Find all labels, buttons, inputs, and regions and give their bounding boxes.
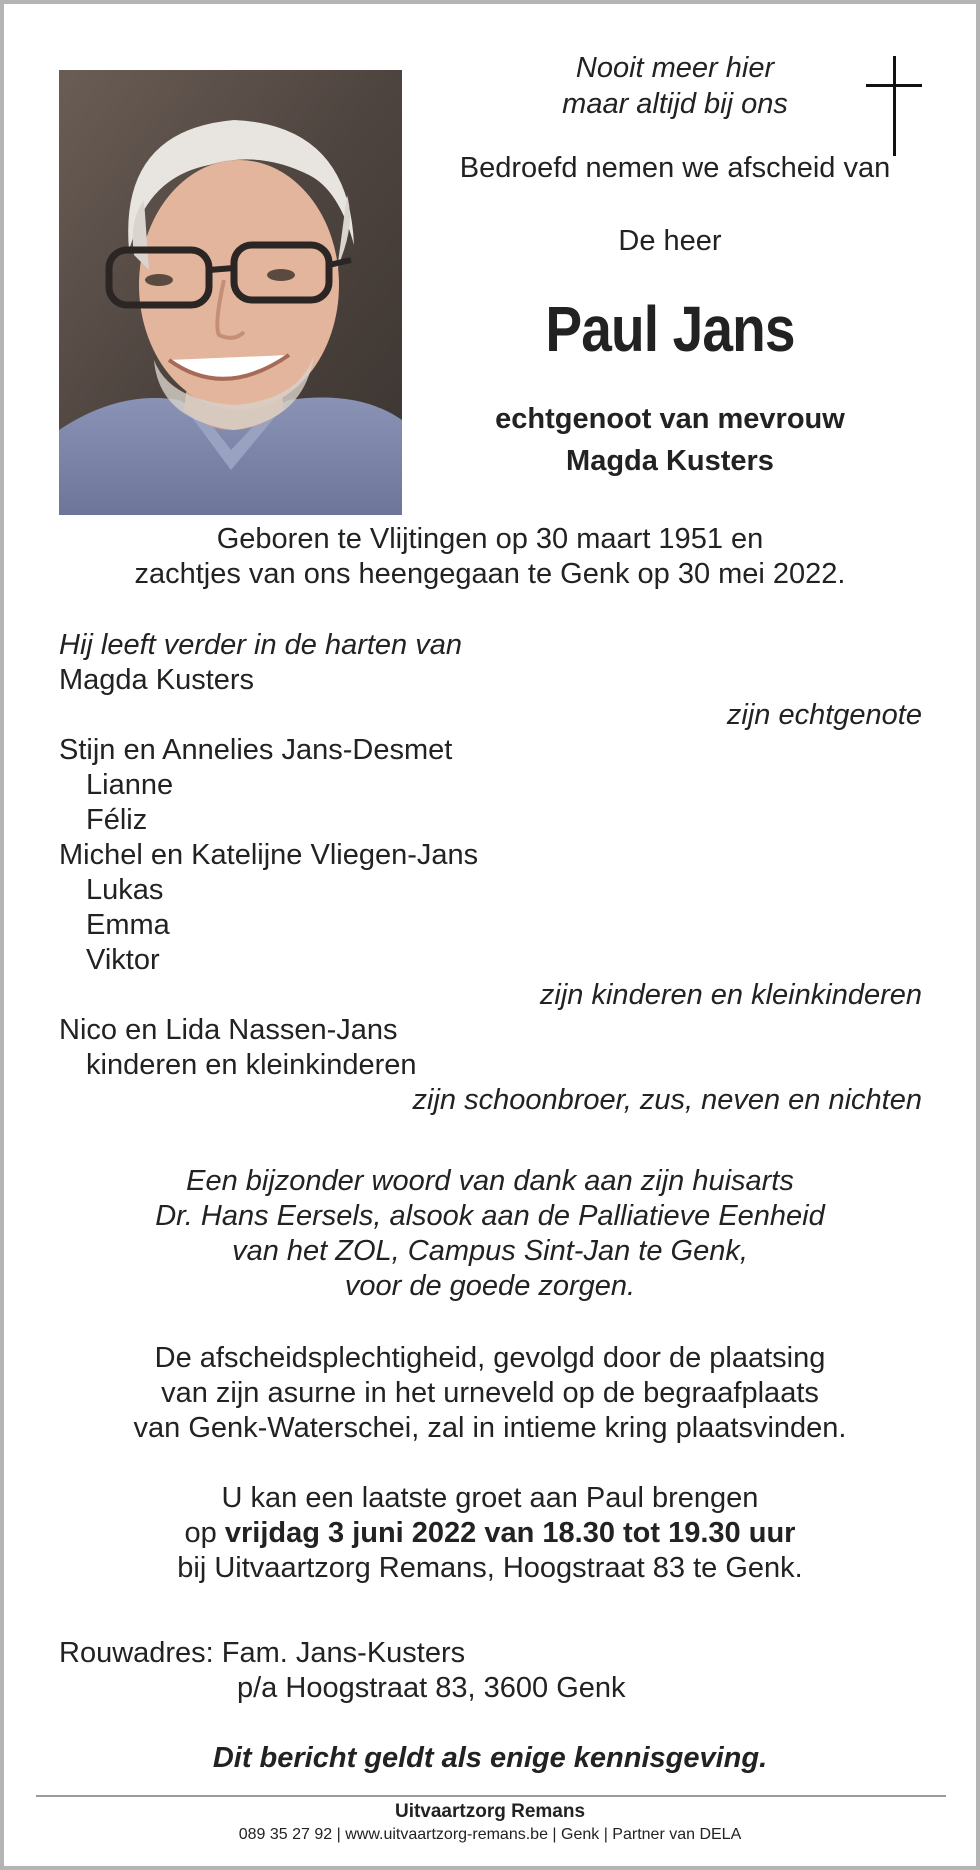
couple-3: Nico en Lida Nassen-Jans	[59, 1014, 398, 1046]
grandchild: Lianne	[86, 769, 174, 801]
thanks-line-1: Een bijzonder woord van dank aan zijn huisarts	[186, 1165, 794, 1197]
couple-3-sub: kinderen en kleinkinderen	[86, 1049, 417, 1081]
grandchild: Lukas	[86, 874, 164, 906]
cross-icon	[866, 56, 922, 156]
thanks-line-2: Dr. Hans Eersels, alsook aan de Palliatieve Eenheid	[155, 1200, 825, 1232]
address-street: p/a Hoogstraat 83, 3600 Genk	[237, 1672, 626, 1704]
visitation-line-2	[0, 1517, 980, 1550]
grandchild: Féliz	[86, 804, 148, 836]
family-intro: Hij leeft verder in de harten van	[59, 629, 462, 661]
motto-line-2: maar altijd bij ons	[562, 88, 788, 120]
visitation-line-3: bij Uitvaartzorg Remans, Hoogstraat 83 te Genk.	[177, 1552, 803, 1584]
footer-contact: 089 35 27 92 | www.uitvaartzorg-remans.be | Genk | Partner van DELA	[238, 1826, 742, 1843]
birth-line-2: zachtjes van ons heengegaan te Genk op 30 mei 2022.	[134, 558, 846, 590]
deceased-name: Paul Jans	[545, 293, 795, 365]
children-role: zijn kinderen en kleinkinderen	[539, 979, 922, 1011]
inlaws-role: zijn schoonbroer, zus, neven en nichten	[412, 1084, 922, 1116]
family-spouse: Magda Kusters	[59, 664, 255, 696]
grandchild: Viktor	[86, 944, 160, 976]
spouse-role: zijn echtgenote	[726, 699, 922, 731]
motto-line-1: Nooit meer hier	[575, 52, 775, 84]
footer-divider	[36, 1795, 946, 1797]
couple-1: Stijn en Annelies Jans-Desmet	[59, 734, 453, 766]
title-text: De heer	[618, 225, 722, 257]
grandchild: Emma	[86, 909, 170, 941]
birth-line-1: Geboren te Vlijtingen op 30 maart 1951 en	[216, 523, 764, 555]
footer-company: Uitvaartzorg Remans	[394, 1801, 586, 1822]
visitation-line-1: U kan een laatste groet aan Paul brengen	[221, 1482, 759, 1514]
intro-text: Bedroefd nemen we afscheid van	[459, 152, 891, 184]
couple-2: Michel en Katelijne Vliegen-Jans	[59, 839, 479, 871]
ceremony-line-1: De afscheidsplechtigheid, gevolgd door de plaatsing	[154, 1342, 826, 1374]
spouse-line-2: Magda Kusters	[566, 445, 774, 477]
spouse-line-1: echtgenoot van mevrouw	[495, 403, 845, 435]
visitation-datetime: vrijdag 3 juni 2022 van 18.30 tot 19.30 uur	[224, 1517, 796, 1549]
portrait-photo	[59, 70, 402, 515]
visitation-prefix: op	[184, 1517, 225, 1549]
thanks-line-3: van het ZOL, Campus Sint-Jan te Genk,	[232, 1235, 748, 1267]
notice-text: Dit bericht geldt als enige kennisgeving.	[212, 1742, 768, 1774]
thanks-line-4: voor de goede zorgen.	[344, 1270, 636, 1302]
ceremony-line-3: van Genk-Waterschei, zal in intieme kring plaatsvinden.	[133, 1412, 847, 1444]
ceremony-line-2: van zijn asurne in het urneveld op de begraafplaats	[161, 1377, 819, 1409]
address-label: Rouwadres: Fam. Jans-Kusters	[59, 1637, 466, 1669]
